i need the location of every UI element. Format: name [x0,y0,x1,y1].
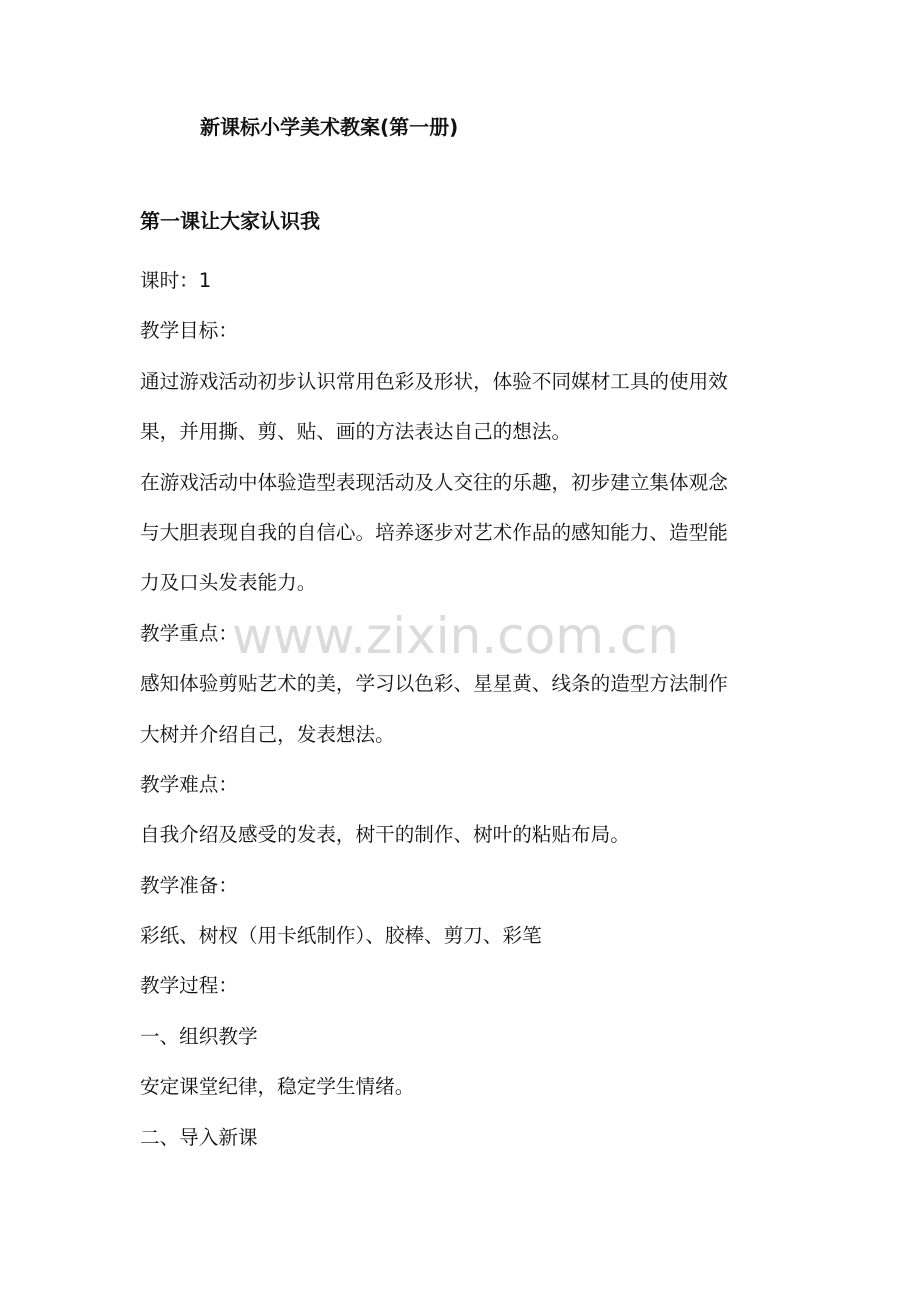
paragraph-line: 通过游戏活动初步认识常用色彩及形状，体验不同媒材工具的使用效 [140,369,728,393]
paragraph-line: 彩纸、树杈（用卡纸制作）、胶棒、剪刀、彩笔 [140,924,542,948]
paragraph-line: 与大胆表现自我的自信心。培养逐步对艺术作品的感知能力、造型能 [140,520,728,544]
paragraph-line: 感知体验剪贴艺术的美，学习以色彩、星星黄、线条的造型方法制作 [140,672,728,696]
lesson-heading: 第一课让大家认识我 [140,209,320,233]
paragraph-line: 大树并介绍自己，发表想法。 [140,722,395,746]
lesson-body [140,256,786,1163]
watermark: www.zixin.com.cn [232,607,680,665]
class-hours-line [140,256,786,306]
process-step-heading: 二、导入新课 [140,1125,258,1149]
document-title: 新课标小学美术教案(第一册) [200,115,459,139]
class-hours-label: 课时： [140,269,199,292]
section-label-objectives: 教学目标： [140,319,238,343]
section-label-process: 教学过程： [140,974,238,998]
process-step-heading: 一、组织教学 [140,1024,258,1048]
paragraph-line: 力及口头发表能力。 [140,571,317,595]
section-label-preparation: 教学准备： [140,873,238,897]
paragraph-line: 在游戏活动中体验造型表现活动及人交往的乐趣，初步建立集体观念 [140,470,728,494]
paragraph-line: 自我介绍及感受的发表，树干的制作、树叶的粘贴布局。 [140,823,630,847]
paragraph-line: 果，并用撕、剪、贴、画的方法表达自己的想法。 [140,420,572,444]
class-hours-value: 1 [198,269,212,292]
section-label-key-points: 教学重点： [140,621,238,645]
paragraph-line: 安定课堂纪律，稳定学生情绪。 [140,1075,415,1099]
section-label-difficulties: 教学难点： [140,772,238,796]
